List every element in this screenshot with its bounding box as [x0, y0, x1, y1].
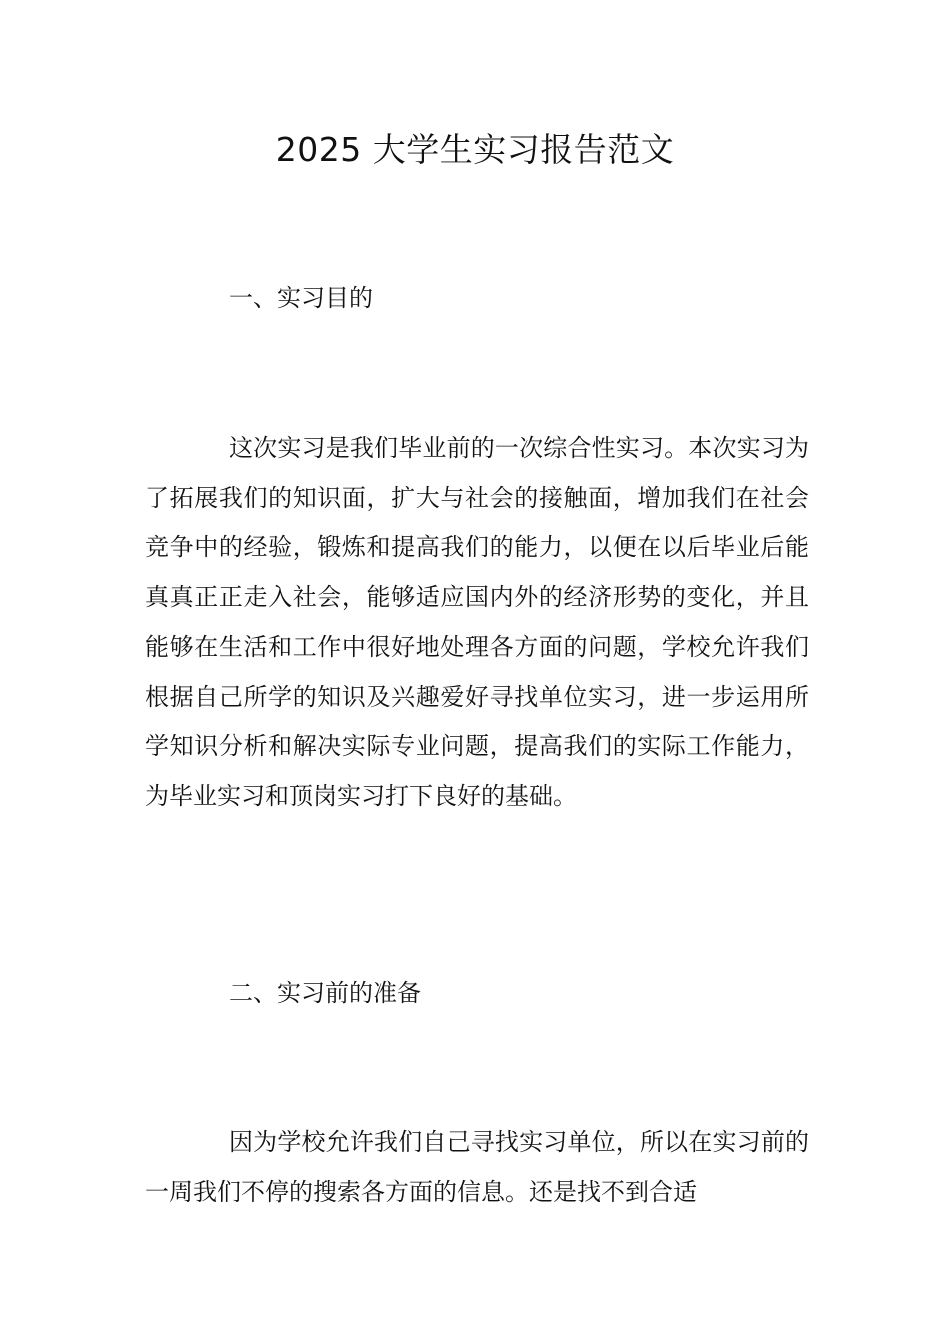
- section-paragraph-purpose: 这次实习是我们毕业前的一次综合性实习。本次实习为了拓展我们的知识面，扩大与社会的接触面，增加我们在社会竞争中的经验，锻炼和提高我们的能力，以便在以后毕业后能真真正正走入社会，能够适应国内外的经济形势的变化，并且能够在生活和工作中很好地处理各方面的问题，学校允许我们根据自己所学的知识及兴趣爱好寻找单位实习，进一步运用所学知识分析和解决实际专业问题，提高我们的实际工作能力，为毕业实习和顶岗实习打下良好的基础。: [145, 434, 809, 810]
- section-paragraph-preparation: 因为学校允许我们自己寻找实习单位，所以在实习前的一周我们不停的搜索各方面的信息。还是找不到合适: [145, 1128, 809, 1206]
- document-title: 2025 大学生实习报告范文: [275, 130, 675, 169]
- section-heading-preparation: 二、实习前的准备: [229, 979, 421, 1007]
- section-heading-purpose: 一、实习目的: [229, 284, 373, 312]
